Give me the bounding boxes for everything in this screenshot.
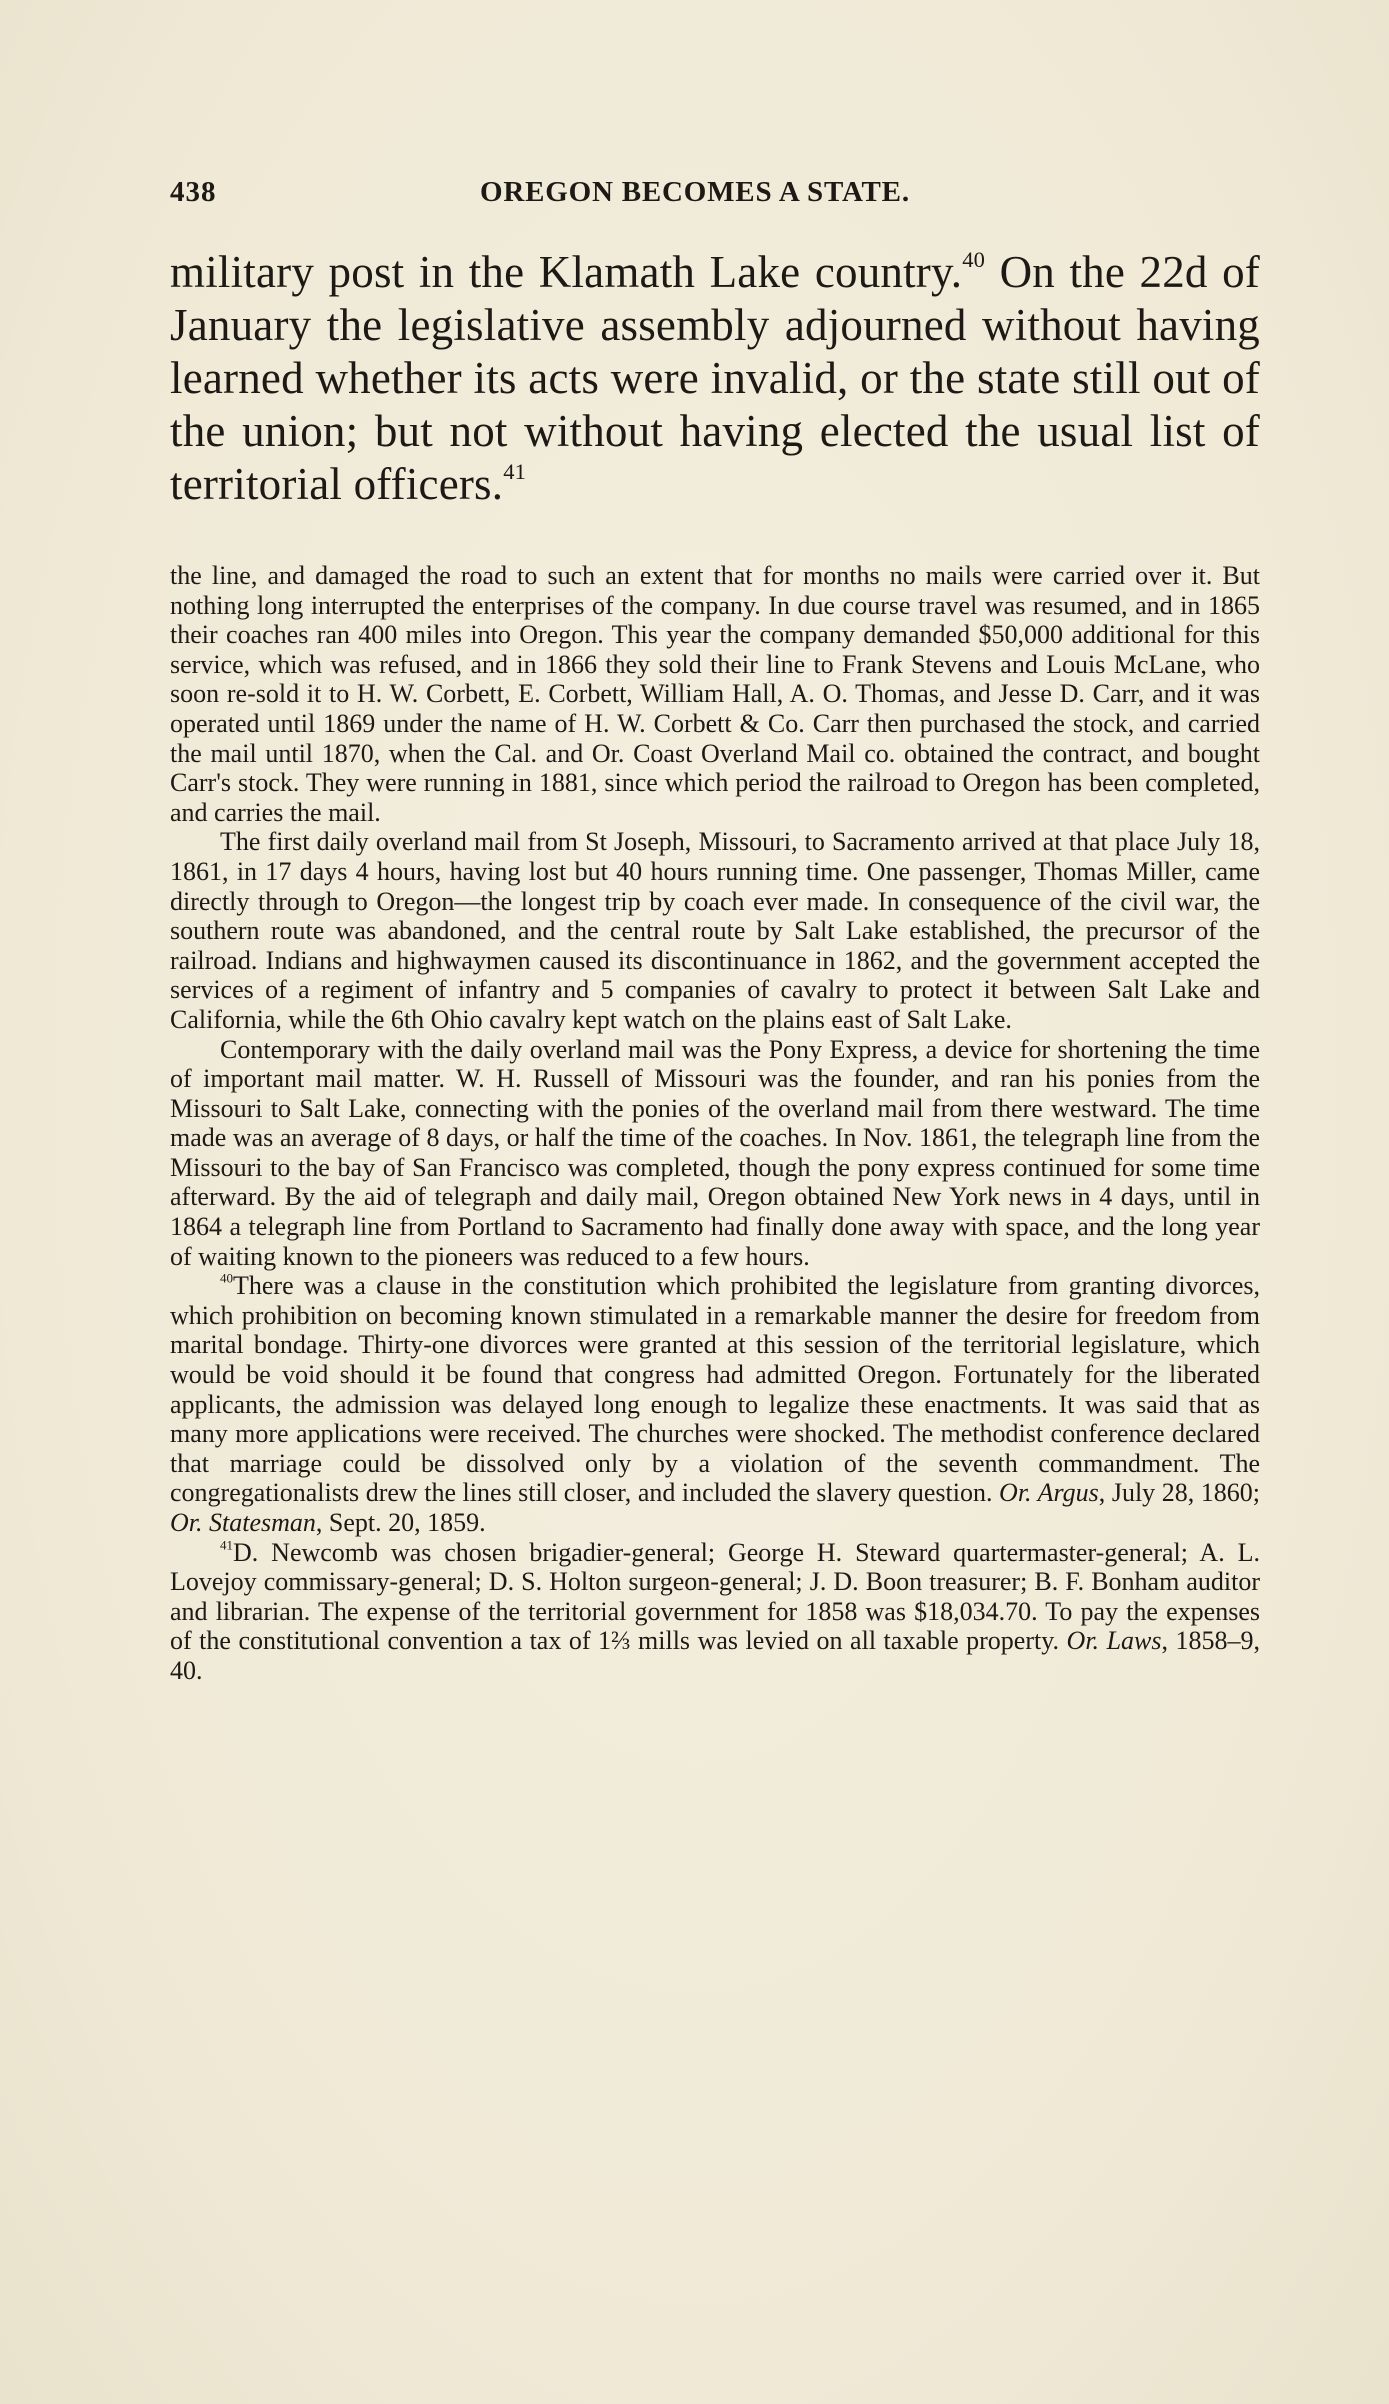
citation-or-argus: Or. Argus xyxy=(999,1478,1099,1508)
footnote-41 xyxy=(170,1538,1260,1686)
footnote-40 xyxy=(170,1271,1260,1537)
main-text-part-2: On the 22d of January the legislative assembly adjourned without having learned whether its acts were invalid, or the state still out of the union; but not without having elected the usual list of territorial officers. xyxy=(170,247,1260,509)
footnote-ref-40[interactable]: 40 xyxy=(962,246,986,272)
footnote-41-marker: 41 xyxy=(220,1536,233,1552)
footnote-continuation: the line, and damaged the road to such an extent that for months no mails were carried over it. But nothing long interrupted the enterprises of the company. In due course travel was resumed, and in 1865 their coaches ran 400 miles into Oregon. This year the company demanded $50,000 additional for this service, which was refused, and in 1866 they sold their line to Frank Stevens and Louis McLane, who soon re-sold it to H. W. Corbett, E. Corbett, William Hall, A. O. Thomas, and Jesse D. Carr, and it was operated until 1869 under the name of H. W. Corbett & Co. Carr then purchased the stock, and carried the mail until 1870, when the Cal. and Or. Coast Overland Mail co. obtained the contract, and bought Carr's stock. They were running in 1881, since which period the railroad to Oregon has been completed, and carries the mail. xyxy=(170,561,1260,827)
footnote-41-text: D. Newcomb was chosen brigadier-general; George H. Steward quartermaster-general; A. L. Lovejoy commissary-general; D. S. Holton surgeon-general; J. D. Boon treasurer; B. F. Bonham auditor and librarian. The expense of the territorial government for 1858 was $18,034.70. To pay the expenses of the constitutional convention a tax of 1⅔ mills was levied on all taxable property. xyxy=(170,1537,1260,1656)
footnotes xyxy=(170,561,1260,1686)
footnote-ref-41[interactable]: 41 xyxy=(503,458,527,484)
citation-date-2: , Sept. 20, 1859. xyxy=(315,1508,486,1537)
citation-or-statesman: Or. Statesman xyxy=(170,1508,316,1537)
main-text-part-1: military post in the Klamath Lake country. xyxy=(170,247,963,297)
running-title: OREGON BECOMES A STATE. xyxy=(480,176,910,208)
citation-or-laws: Or. Laws xyxy=(1066,1626,1162,1656)
citation-laws-end: , 1858–9, 40. xyxy=(170,1626,1261,1685)
footnote-40-text: There was a clause in the constitution which prohibited the legislature from granting divorces, which prohibition on becoming known stimulated in a remarkable manner the desire for freedom from marital bondage. Thirty-one divorces were granted at this session of the territorial legislature, which would be void should it be found that congress had admitted Oregon. Fortunately for the liberated applicants, the admission was delayed long enough to legalize these enactments. It was said that as many more applications were received. The churches were shocked. The methodist conference declared that marriage could be dissolved only by a violation of the seventh commandment. The congregationalists drew the lines still closer, and included the slavery question. xyxy=(170,1271,1260,1508)
footnote-paragraph-overland-mail: The first daily overland mail from St Joseph, Missouri, to Sacramento arrived at that place July 18, 1861, in 17 days 4 hours, having lost but 40 hours running time. One passenger, Thomas Miller, came directly through to Oregon—the longest trip by coach ever made. In consequence of the civil war, the southern route was abandoned, and the central route by Salt Lake established, the precursor of the railroad. Indians and highwaymen caused its discontinuance in 1862, and the government accepted the services of a regiment of infantry and 5 companies of cavalry to protect it between Salt Lake and California, while the 6th Ohio cavalry kept watch on the plains east of Salt Lake. xyxy=(170,827,1260,1034)
footnote-paragraph-pony-express: Contemporary with the daily overland mail was the Pony Express, a device for shortening the time of important mail matter. W. H. Russell of Missouri was the founder, and ran his ponies from the Missouri to Salt Lake, connecting with the ponies of the overland mail from there westward. The time made was an average of 8 days, or half the time of the coaches. In Nov. 1861, the telegraph line from the Missouri to the bay of San Francisco was completed, though the pony express continued for some time afterward. By the aid of telegraph and daily mail, Oregon obtained New York news in 4 days, until in 1864 a telegraph line from Portland to Sacramento had finally done away with space, and the long year of waiting known to the pioneers was reduced to a few hours. xyxy=(170,1034,1260,1271)
citation-date-1: , July 28, 1860; xyxy=(1098,1478,1260,1508)
footnote-40-marker: 40 xyxy=(220,1270,233,1286)
running-head xyxy=(170,176,1260,212)
main-text xyxy=(170,246,1260,511)
page-number: 438 xyxy=(170,176,217,208)
